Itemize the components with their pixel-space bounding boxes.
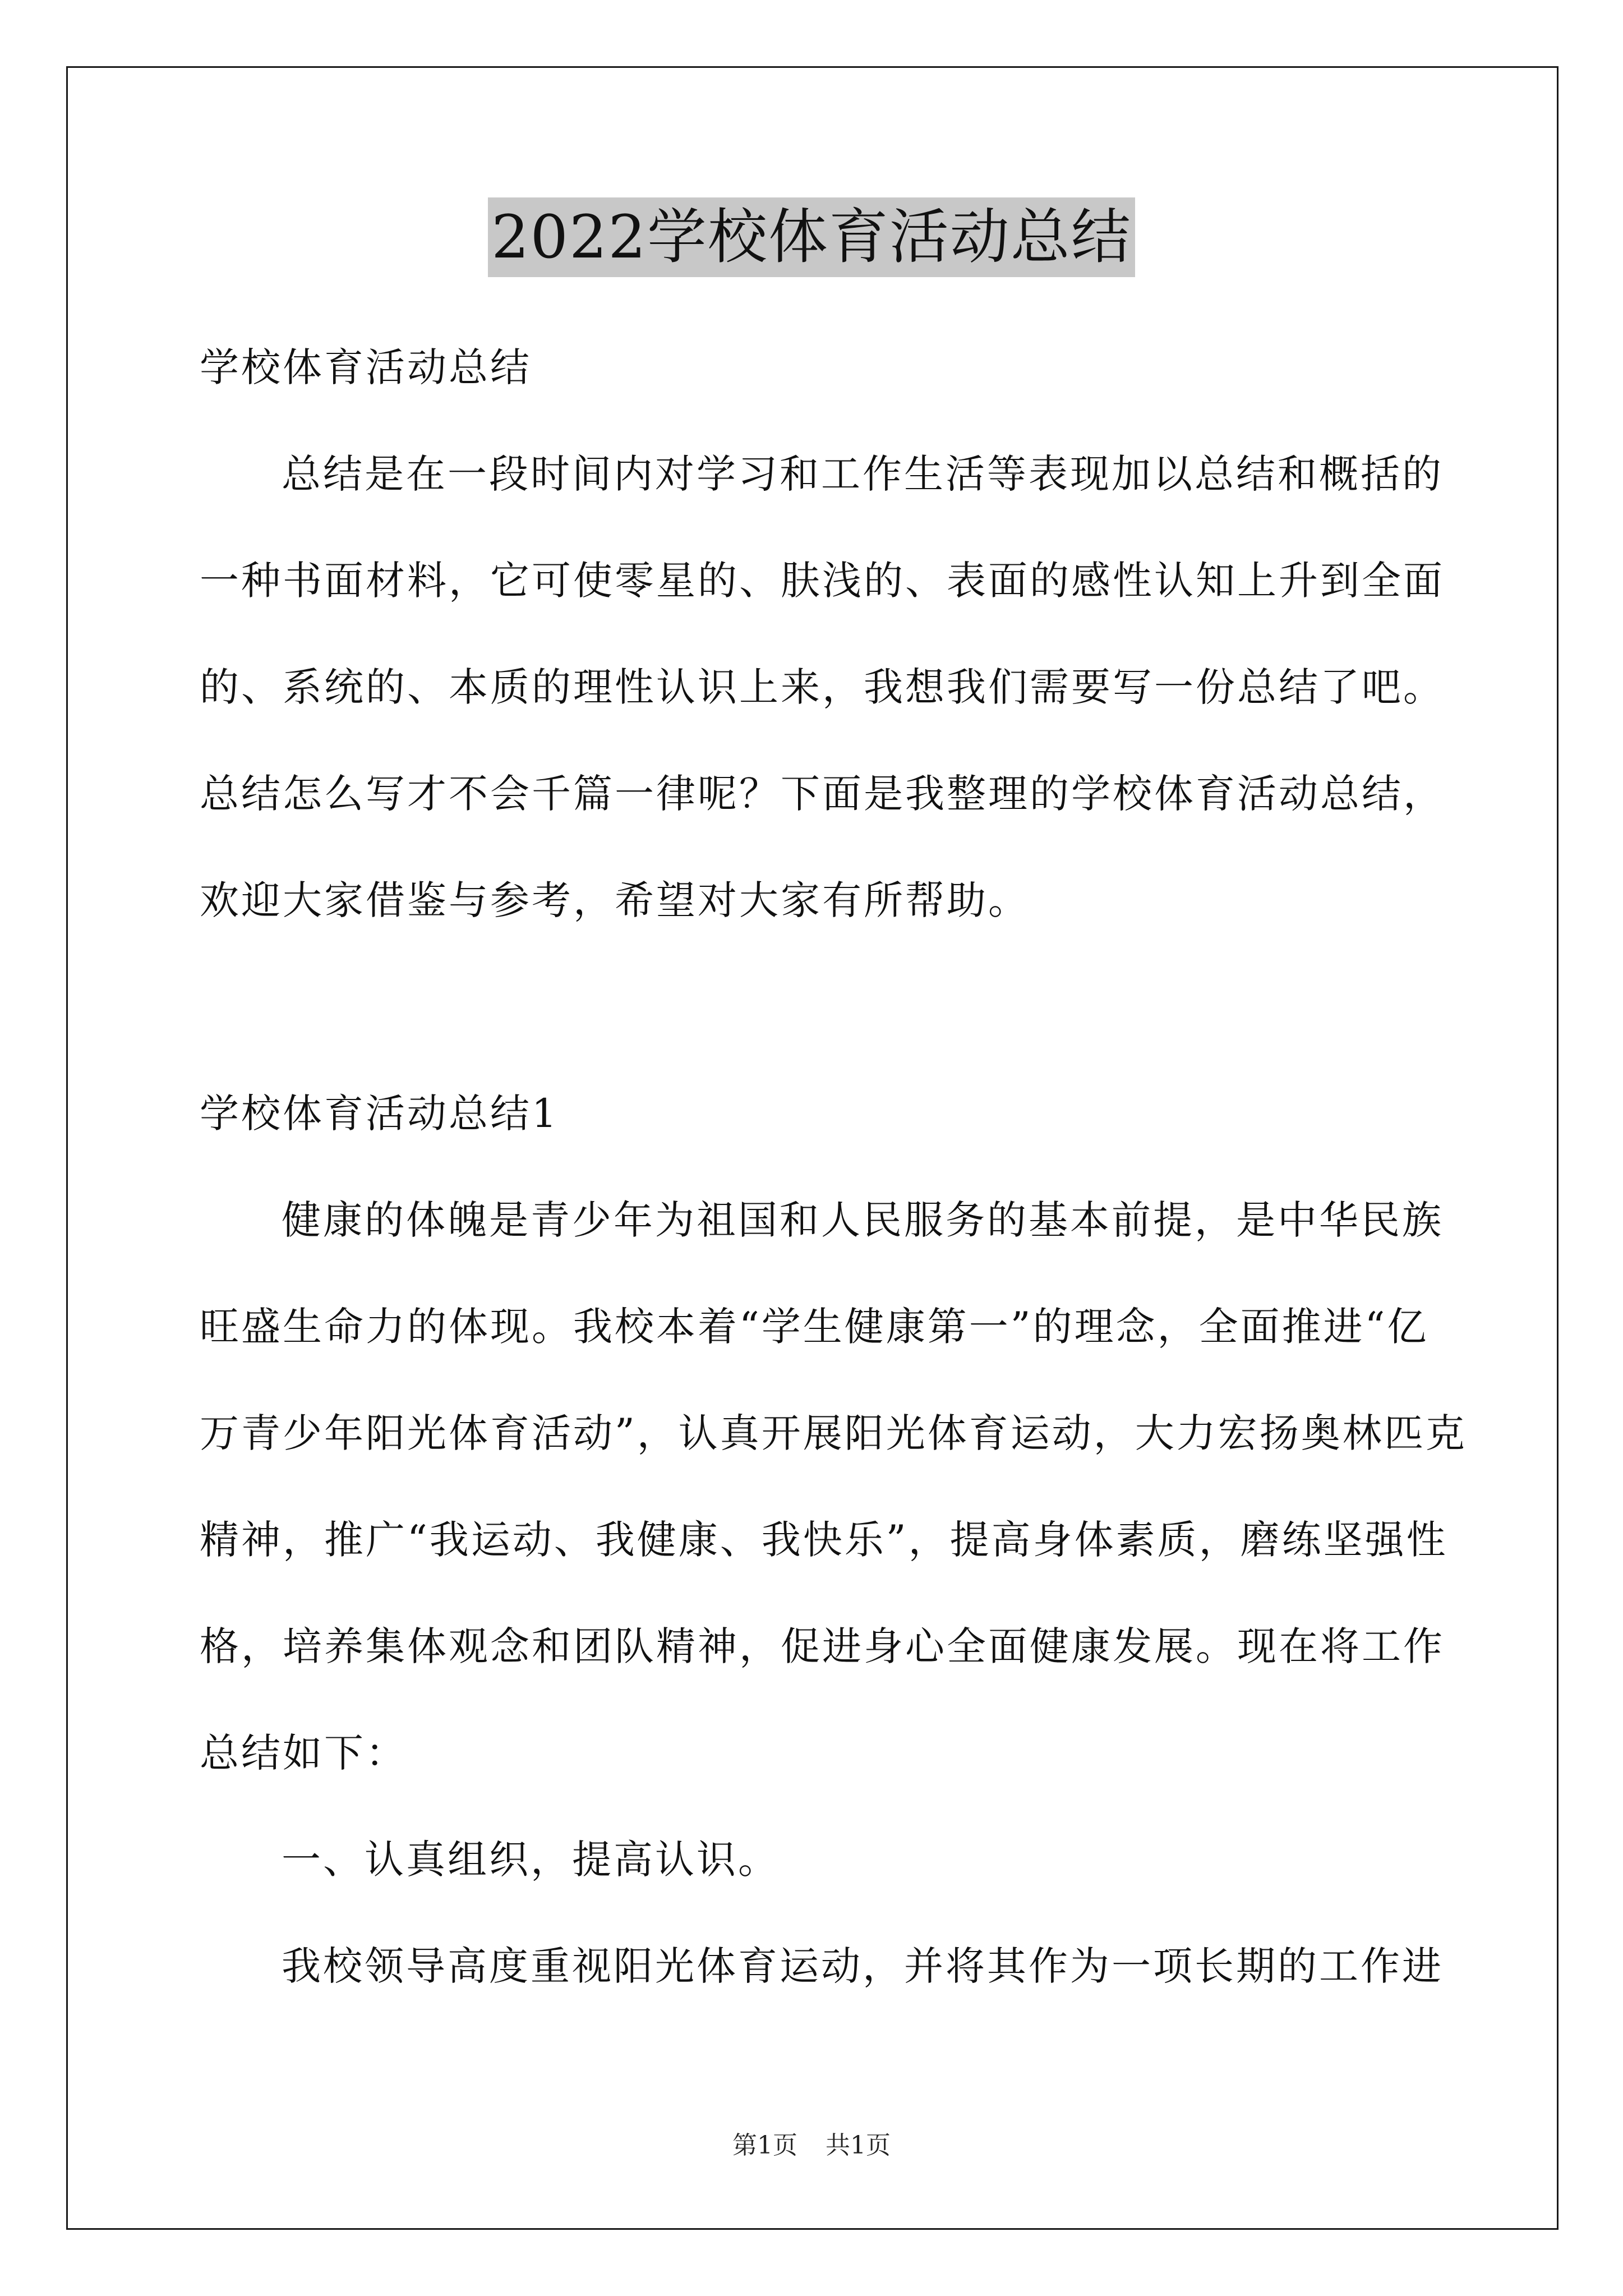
section-line: 精神，推广“我运动、我健康、我快乐”，提高身体素质，磨练坚强性 (200, 1517, 1448, 1563)
title-container (0, 197, 1623, 277)
document-title: 2022学校体育活动总结 (488, 197, 1135, 277)
section-line: 旺盛生命力的体现。我校本着“学生健康第一”的理念，全面推进“亿 (200, 1304, 1429, 1350)
paragraph-gap (200, 954, 1427, 1060)
subheading: 一、认真组织，提高认识。 (282, 1837, 780, 1883)
intro-line: 的、系统的、本质的理性认识上来，我想我们需要写一份总结了吧。 (200, 664, 1445, 710)
intro-line: 总结怎么写才不会千篇一律呢？下面是我整理的学校体育活动总结， (200, 771, 1445, 817)
page-footer (0, 2129, 1623, 2162)
section-line: 格，培养集体观念和团队精神，促进身心全面健康发展。现在将工作 (200, 1623, 1445, 1669)
page-number: 第1页 (732, 2131, 797, 2160)
page-total: 共1页 (826, 2131, 891, 2160)
intro-line: 总结是在一段时间内对学习和工作生活等表现加以总结和概括的 (282, 451, 1444, 497)
intro-heading: 学校体育活动总结 (200, 344, 532, 390)
section-line: 万青少年阳光体育活动”，认真开展阳光体育运动，大力宏扬奥林匹克 (200, 1410, 1467, 1456)
paragraph-line: 我校领导高度重视阳光体育运动，并将其作为一项长期的工作进 (282, 1943, 1444, 1989)
section-line: 总结如下： (200, 1730, 407, 1776)
section-line: 健康的体魄是青少年为祖国和人民服务的基本前提，是中华民族 (282, 1197, 1444, 1243)
document-body (200, 314, 1467, 2019)
intro-line: 欢迎大家借鉴与参考，希望对大家有所帮助。 (200, 877, 1030, 923)
intro-line: 一种书面材料，它可使零星的、肤浅的、表面的感性认知上升到全面 (200, 558, 1445, 604)
section-heading: 学校体育活动总结1 (200, 1091, 559, 1137)
